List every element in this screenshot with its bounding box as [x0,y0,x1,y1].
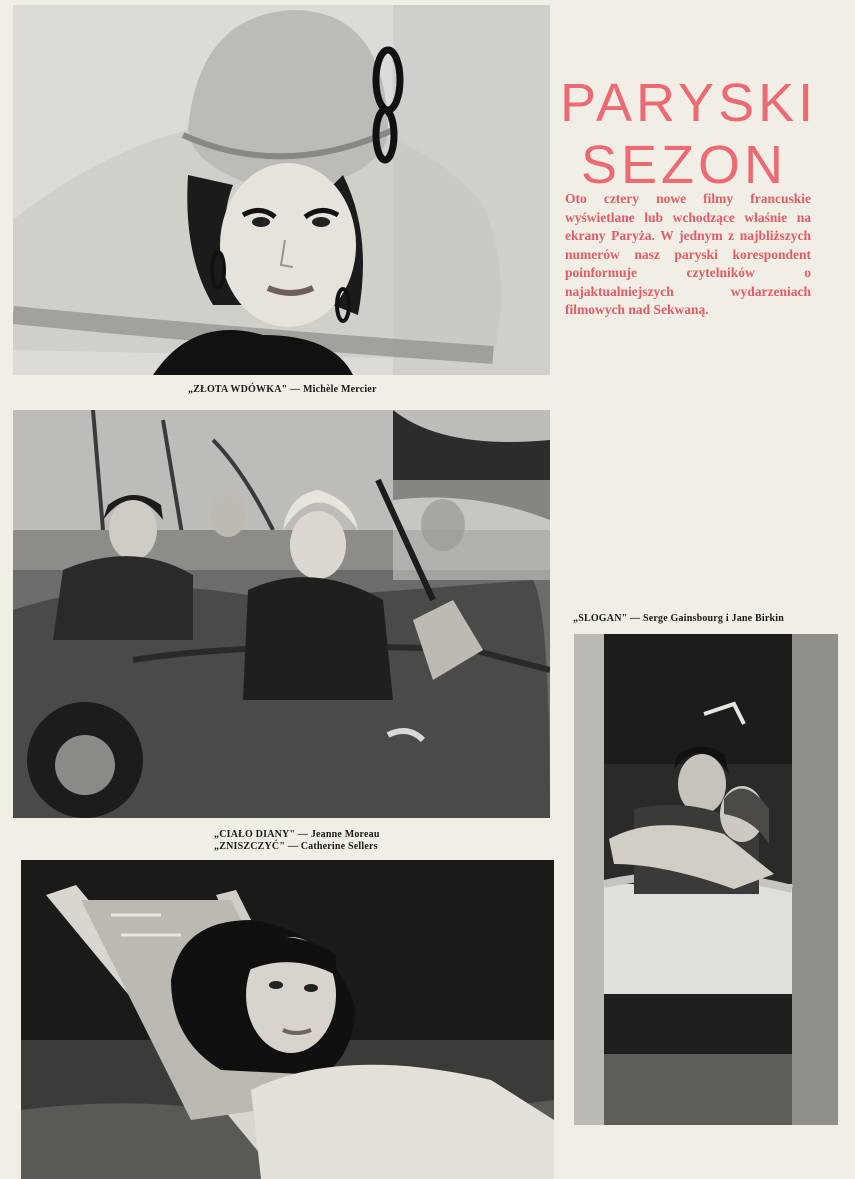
caption-zniszczyc: „ZNISZCZYĆ" — Catherine Sellers [214,841,378,852]
caption-cialo-diany: „CIAŁO DIANY" — Jeanne Moreau [214,829,380,840]
photo-slogan [574,634,838,1125]
bedroom-scene-illustration [574,634,838,1125]
article-title [560,72,818,196]
deckchair-illustration [21,860,554,1179]
title-line-2: SEZON [580,135,788,196]
article-lead: Oto cztery nowe filmy francuskie wyświetlane lub wchodzące właśnie na ekrany Paryża. W jednym z najbliższych numerów nasz paryski korespondent poinformuje czytelników o najaktualniejszych wydarzeniach filmowych nad Sekwaną. [565,191,811,317]
title-line-1: PARYSKI [560,73,818,134]
caption-zlota-wdowka: „ZŁOTA WDÓWKA" — Michèle Mercier [188,384,377,395]
hat-portrait-illustration [13,5,550,375]
caption-slogan: „SLOGAN" — Serge Gainsbourg i Jane Birkin [573,613,784,624]
photo-cialo-diany [13,410,550,818]
car-scene-illustration [13,410,550,818]
photo-zniszczyc [21,860,554,1179]
photo-zlota-wdowka [13,5,550,375]
